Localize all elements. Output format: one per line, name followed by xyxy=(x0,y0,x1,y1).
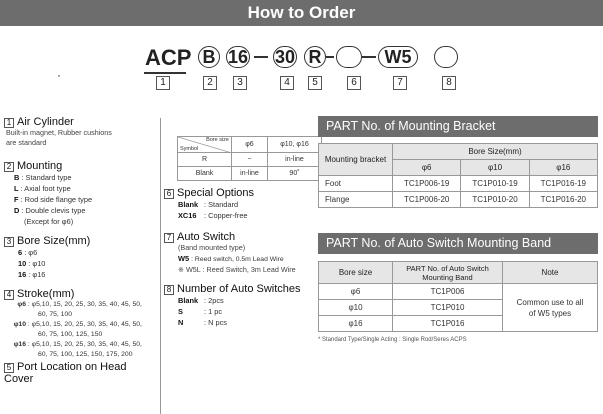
table-header: Mounting bracket xyxy=(319,144,393,176)
page-title: How to Order xyxy=(0,0,603,26)
table-row: Blank in-line 90˚ xyxy=(178,167,322,181)
code-number-box: 4 xyxy=(280,76,294,90)
code-part-number xyxy=(434,46,458,68)
bore-list xyxy=(4,247,158,280)
list-item: Blank : Standard xyxy=(178,200,239,209)
table-row: Foot TC1P006-19 TC1P010-19 TC1P016-19 xyxy=(319,176,598,192)
auto-switch-note: ※ W5L : Reed Switch, 3m Lead Wire xyxy=(178,265,296,274)
code-number-box: 8 xyxy=(442,76,456,90)
stroke-cont: 60, 75, 100 xyxy=(38,311,73,318)
table-header: φ6 xyxy=(232,137,268,153)
air-cylinder-desc: Built-in magnet, Rubber cushions xyxy=(6,128,112,137)
table-row: φ10 TC1P010 xyxy=(319,300,598,316)
band-section xyxy=(318,233,598,343)
table-header: φ16 xyxy=(529,160,597,176)
mounting-list xyxy=(4,172,158,227)
code-number-box: 6 xyxy=(347,76,361,90)
section-auto-switch: 7 Auto Switch xyxy=(164,231,312,243)
table-row: φ6 TC1P006 Common use to all of W5 types xyxy=(319,284,598,300)
table-header: Note xyxy=(503,262,598,284)
list-item: 16 : φ16 xyxy=(18,270,46,279)
auto-switch-list xyxy=(164,243,312,275)
table-header: φ6 xyxy=(393,160,461,176)
stroke-cont: 60, 75, 100, 125, 150 xyxy=(38,331,103,338)
code-number-box: 7 xyxy=(393,76,407,90)
middle-column xyxy=(164,136,312,328)
column-divider xyxy=(160,118,161,414)
code-number-box: 1 xyxy=(156,76,170,90)
code-part-switch: W5 xyxy=(378,46,418,68)
code-dash xyxy=(254,56,268,58)
section-port-location: 5 Port Location on Head Cover xyxy=(4,361,127,385)
order-prefix: ACP xyxy=(145,45,192,70)
left-column xyxy=(4,116,158,385)
prefix-underline xyxy=(144,72,186,74)
bracket-table xyxy=(318,143,598,208)
band-footnote: * Standard Type/Single Acting : Single Rod/Seres ACPS xyxy=(318,337,467,343)
section-bore-size: 3 Bore Size(mm) xyxy=(4,235,158,247)
list-item: L : Axial foot type xyxy=(14,184,71,193)
section-stroke: 4 Stroke(mm) xyxy=(4,288,158,300)
code-number-box: 2 xyxy=(203,76,217,90)
bracket-section xyxy=(318,116,598,208)
table-header: PART No. of Auto Switch Mounting Band xyxy=(393,262,503,284)
band-table xyxy=(318,261,598,332)
auto-switch-sub: (Band mounted type) xyxy=(178,243,246,252)
list-item: D : Double clevis type xyxy=(14,206,86,215)
band-note: Common use to all of W5 types xyxy=(503,284,598,332)
table-header: Bore size xyxy=(319,262,393,284)
code-part-bore: 16 xyxy=(227,47,249,67)
list-item: Blank : 2pcs xyxy=(178,296,224,305)
band-title: PART No. of Auto Switch Mounting Band xyxy=(318,233,598,254)
order-code xyxy=(140,44,470,72)
table-row: Flange TC1P006-20 TC1P010-20 TC1P016-20 xyxy=(319,192,598,208)
list-item: F : Rod side flange type xyxy=(14,195,93,204)
section-special-options: 6 Special Options xyxy=(164,187,312,199)
list-item: B : Standard type xyxy=(14,173,72,182)
table-header: φ10 xyxy=(461,160,529,176)
bracket-title: PART No. of Mounting Bracket xyxy=(318,116,598,137)
air-cylinder-desc: are standard xyxy=(6,138,47,147)
list-item: φ10 : φ5,10, 15, 20, 25, 30, 35, 40, 45, 50, xyxy=(13,321,142,328)
table-row: φ16 TC1P016 xyxy=(319,316,598,332)
port-table xyxy=(177,136,322,181)
section-number-of-switches: 8 Number of Auto Switches xyxy=(164,283,312,295)
list-item: N : N pcs xyxy=(178,318,227,327)
decorative-dot: · xyxy=(57,68,61,82)
section-mounting: 2 Mounting xyxy=(4,160,158,172)
list-item: φ16 : φ5,10, 15, 20, 25, 30, 35, 40, 45, 50, xyxy=(13,341,142,348)
section-air-cylinder: 1 Air Cylinder xyxy=(4,116,158,128)
list-item: W5 : Reed switch, 0.5m Lead Wire xyxy=(178,254,284,263)
code-dash xyxy=(362,56,376,58)
mounting-extra: (Except for φ6) xyxy=(24,217,74,226)
stroke-list xyxy=(4,300,158,360)
list-item: XC16 : Copper-free xyxy=(178,211,248,220)
list-item: 6 : φ6 xyxy=(18,248,38,257)
list-item: φ6 : φ5,10, 15, 20, 25, 30, 35, 40, 45, 50, xyxy=(17,301,142,308)
stroke-cont: 60, 75, 100, 125, 150, 175, 200 xyxy=(38,351,133,358)
code-part-special xyxy=(336,46,362,68)
list-item: S : 1 pc xyxy=(178,307,223,316)
switch-count-list xyxy=(164,295,312,328)
code-number-box: 5 xyxy=(308,76,322,90)
table-row: R − in-line xyxy=(178,153,322,167)
special-list xyxy=(164,199,312,221)
code-dash xyxy=(326,56,334,58)
table-header: Bore Size(mm) xyxy=(393,144,598,160)
code-part-stroke: 30 xyxy=(274,47,296,67)
list-item: 10 : φ10 xyxy=(18,259,46,268)
table-corner: Bore size Symbol xyxy=(178,137,232,153)
code-number-box: 3 xyxy=(233,76,247,90)
code-part-port: R xyxy=(304,46,326,68)
table-header: φ10, φ16 xyxy=(267,137,321,153)
code-part-mounting: B xyxy=(198,46,220,68)
